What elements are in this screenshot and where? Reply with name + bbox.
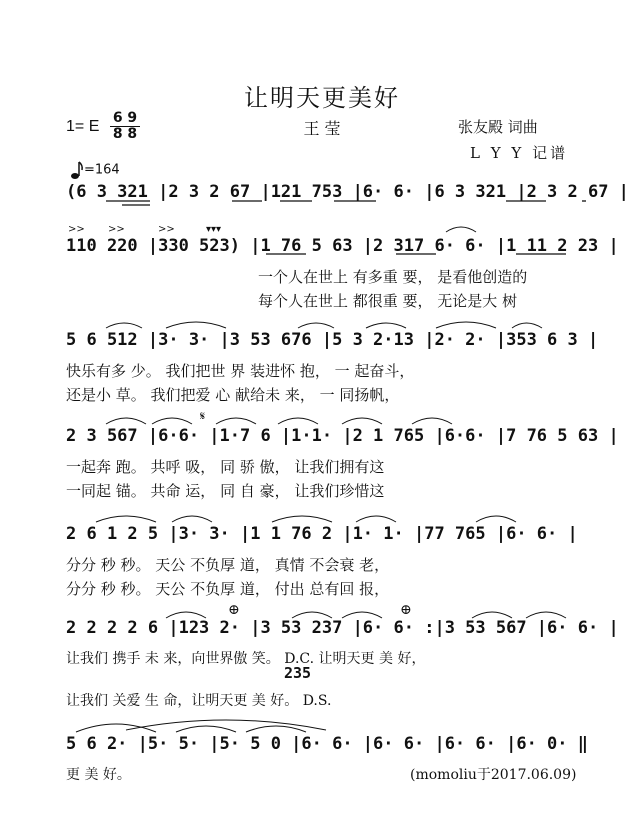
lyrics-4-verse-2: 一同起 锚。 共命 运， 同 自 豪， 让我们珍惜这: [66, 482, 385, 500]
score-line-2: 110 220 |330 523) |1 76 5 63 |2 317 6· 6· |1 11 2 23 |: [66, 236, 619, 256]
score-line-6: 2 2 2 2 6 |123 2· |3 53 237 |6· 6· :|3 53 567 |6· 6· |: [66, 618, 619, 638]
lyrics-4-verse-1: 一起奔 跑。 共呼 吸， 同 骄 傲， 让我们拥有这: [66, 458, 385, 476]
tempo-marking: [70, 160, 120, 180]
score-line-7: 5 6 2· |5· 5· |5· 5 0 |6· 6· |6· 6· |6· 6· |6· 0· ‖: [66, 734, 588, 754]
lyrics-2-verse-1: 一个人在世上 有多重 要， 是看他创造的: [258, 268, 528, 286]
lyrics-2-verse-2: 每个人在世上 都很重 要， 无论是大 树: [258, 292, 518, 310]
svg-text:▾▾▾: ▾▾▾: [206, 224, 222, 235]
credits-author: 张友殿 词曲: [458, 118, 538, 136]
lyrics-7: 更 美 好。: [66, 767, 131, 783]
lyrics-3-verse-2: 还是小 草。 我们把爱 心 献给未 来， 一 同扬帆，: [66, 386, 400, 404]
score-line-5: 2 6 1 2 5 |3· 3· |1 1 76 2 |1· 1· |77 765 |6· 6· |: [66, 524, 578, 544]
score-line-3: 5 6 512 |3· 3· |3 53 676 |5 3 2·13 |2· 2· |353 6 3 |: [66, 330, 599, 350]
score-line-1: (6 3 321 |2 3 2 67 |121 753 |6· 6· |6 3 321 |2 3 2 67 |: [66, 182, 629, 202]
svg-text:>>: >>: [108, 224, 125, 235]
credits-transcriber: L Y Y 记谱: [470, 144, 569, 162]
coda-icon: ⊕: [400, 602, 412, 618]
time-signature-top: 6 9: [112, 110, 138, 126]
svg-text:𝄋: 𝄋: [200, 409, 206, 423]
eighth-note-icon: [70, 160, 84, 180]
lyrics-3-verse-1: 快乐有多 少。 我们把世 界 装进怀 抱， 一 起奋斗，: [66, 362, 415, 380]
page-title: 让明天更美好: [244, 84, 400, 112]
lyrics-6-verse-1: 让我们 携手 未 来，向世界傲 笑。 D.C. 让明天更 美 好，: [66, 651, 426, 667]
lyrics-6-verse-2: 让我们 关爱 生 命，让明天更 美 好。 D.S.: [66, 693, 332, 709]
signature: (momoliu于2017.06.09): [410, 767, 577, 783]
time-signature-bottom: 8 8: [112, 126, 138, 142]
svg-text:>>: >>: [158, 224, 175, 235]
tempo-value: =164: [84, 162, 120, 178]
lyrics-5-verse-2: 分分 秒 秒。 天公 不负厚 道， 付出 总有回 报，: [66, 580, 390, 598]
svg-text:>>: >>: [68, 224, 85, 235]
score-line-4: 2 3 567 |6·6· |1·7 6 |1·1· |2 1 765 |6·6· |7 76 5 63 |: [66, 426, 619, 446]
alternate-notes: 235: [284, 664, 312, 682]
coda-icon: ⊕: [228, 602, 240, 618]
singer-name: 王 莹: [303, 119, 341, 138]
key-signature: 1= E: [66, 118, 100, 135]
lyrics-5-verse-1: 分分 秒 秒。 天公 不负厚 道， 真情 不会衰 老，: [66, 556, 390, 574]
